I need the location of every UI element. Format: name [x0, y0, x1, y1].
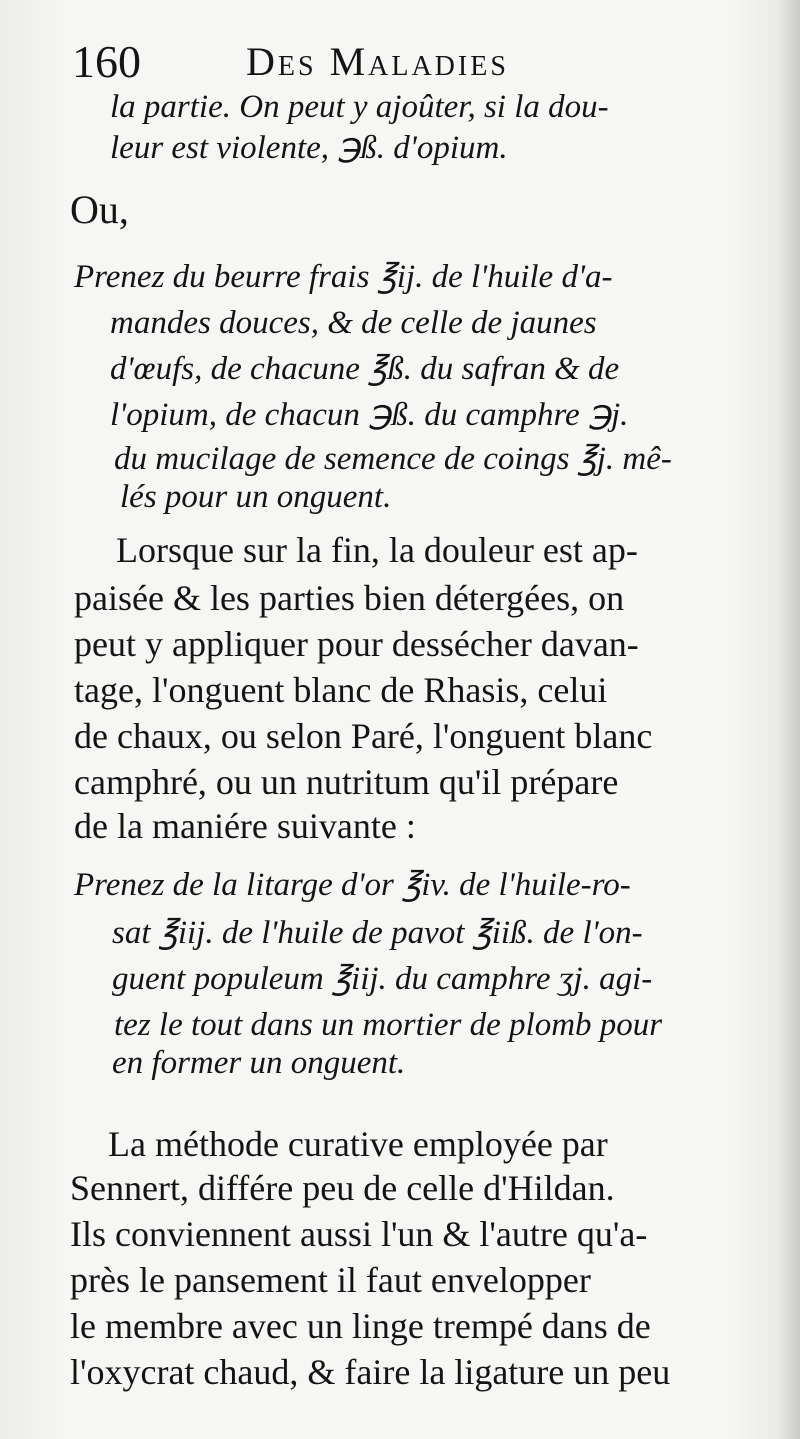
- running-title: Des Maladies: [246, 39, 509, 84]
- text-line: la partie. On peut y ajoûter, si la dou-: [110, 89, 609, 125]
- text-line: l'oxycrat chaud, & faire la ligature un peu: [70, 1352, 671, 1392]
- text-line: Prenez du beurre frais ℥ij. de l'huile d'a-: [74, 259, 613, 295]
- text-line: lés pour un onguent.: [120, 479, 392, 515]
- text-line: en former un onguent.: [112, 1045, 406, 1081]
- text-line: Ou,: [70, 187, 129, 232]
- text-line: Prenez de la litarge d'or ℥iv. de l'huile-ro-: [74, 867, 631, 903]
- text-line: mandes douces, & de celle de jaunes: [110, 305, 597, 341]
- text-line: paisée & les parties bien détergées, on: [74, 578, 625, 618]
- text-line: de la maniére suivante :: [74, 806, 416, 846]
- text-line: sat ℥iij. de l'huile de pavot ℥iiß. de l'on-: [112, 915, 643, 951]
- text-line: peut y appliquer pour dessécher davan-: [74, 624, 639, 664]
- text-line: d'œufs, de chacune ℥ß. du safran & de: [110, 351, 620, 387]
- text-line: La méthode curative employée par: [108, 1124, 608, 1164]
- text-line: près le pansement il faut envelopper: [70, 1260, 591, 1300]
- page-header: [72, 32, 752, 92]
- text-line: Lorsque sur la fin, la douleur est ap-: [116, 530, 638, 570]
- text-line: leur est violente, ℈ß. d'opium.: [110, 130, 508, 166]
- text-line: de chaux, ou selon Paré, l'onguent blanc: [74, 716, 653, 756]
- text-line: camphré, ou un nutritum qu'il prépare: [74, 762, 619, 802]
- text-line: guent populeum ℥iij. du camphre ʒj. agi-: [112, 961, 653, 997]
- text-line: tage, l'onguent blanc de Rhasis, celui: [74, 670, 608, 710]
- text-line: l'opium, de chacun ℈ß. du camphre ℈j.: [110, 397, 629, 433]
- text-line: Sennert, différe peu de celle d'Hildan.: [70, 1168, 615, 1208]
- text-line: du mucilage de semence de coings ℥j. mê-: [114, 441, 672, 477]
- text-line: Ils conviennent aussi l'un & l'autre qu'a-: [70, 1214, 648, 1254]
- page-number: 160: [72, 36, 141, 87]
- text-line: le membre avec un linge trempé dans de: [70, 1306, 651, 1346]
- text-line: tez le tout dans un mortier de plomb pour: [114, 1007, 663, 1043]
